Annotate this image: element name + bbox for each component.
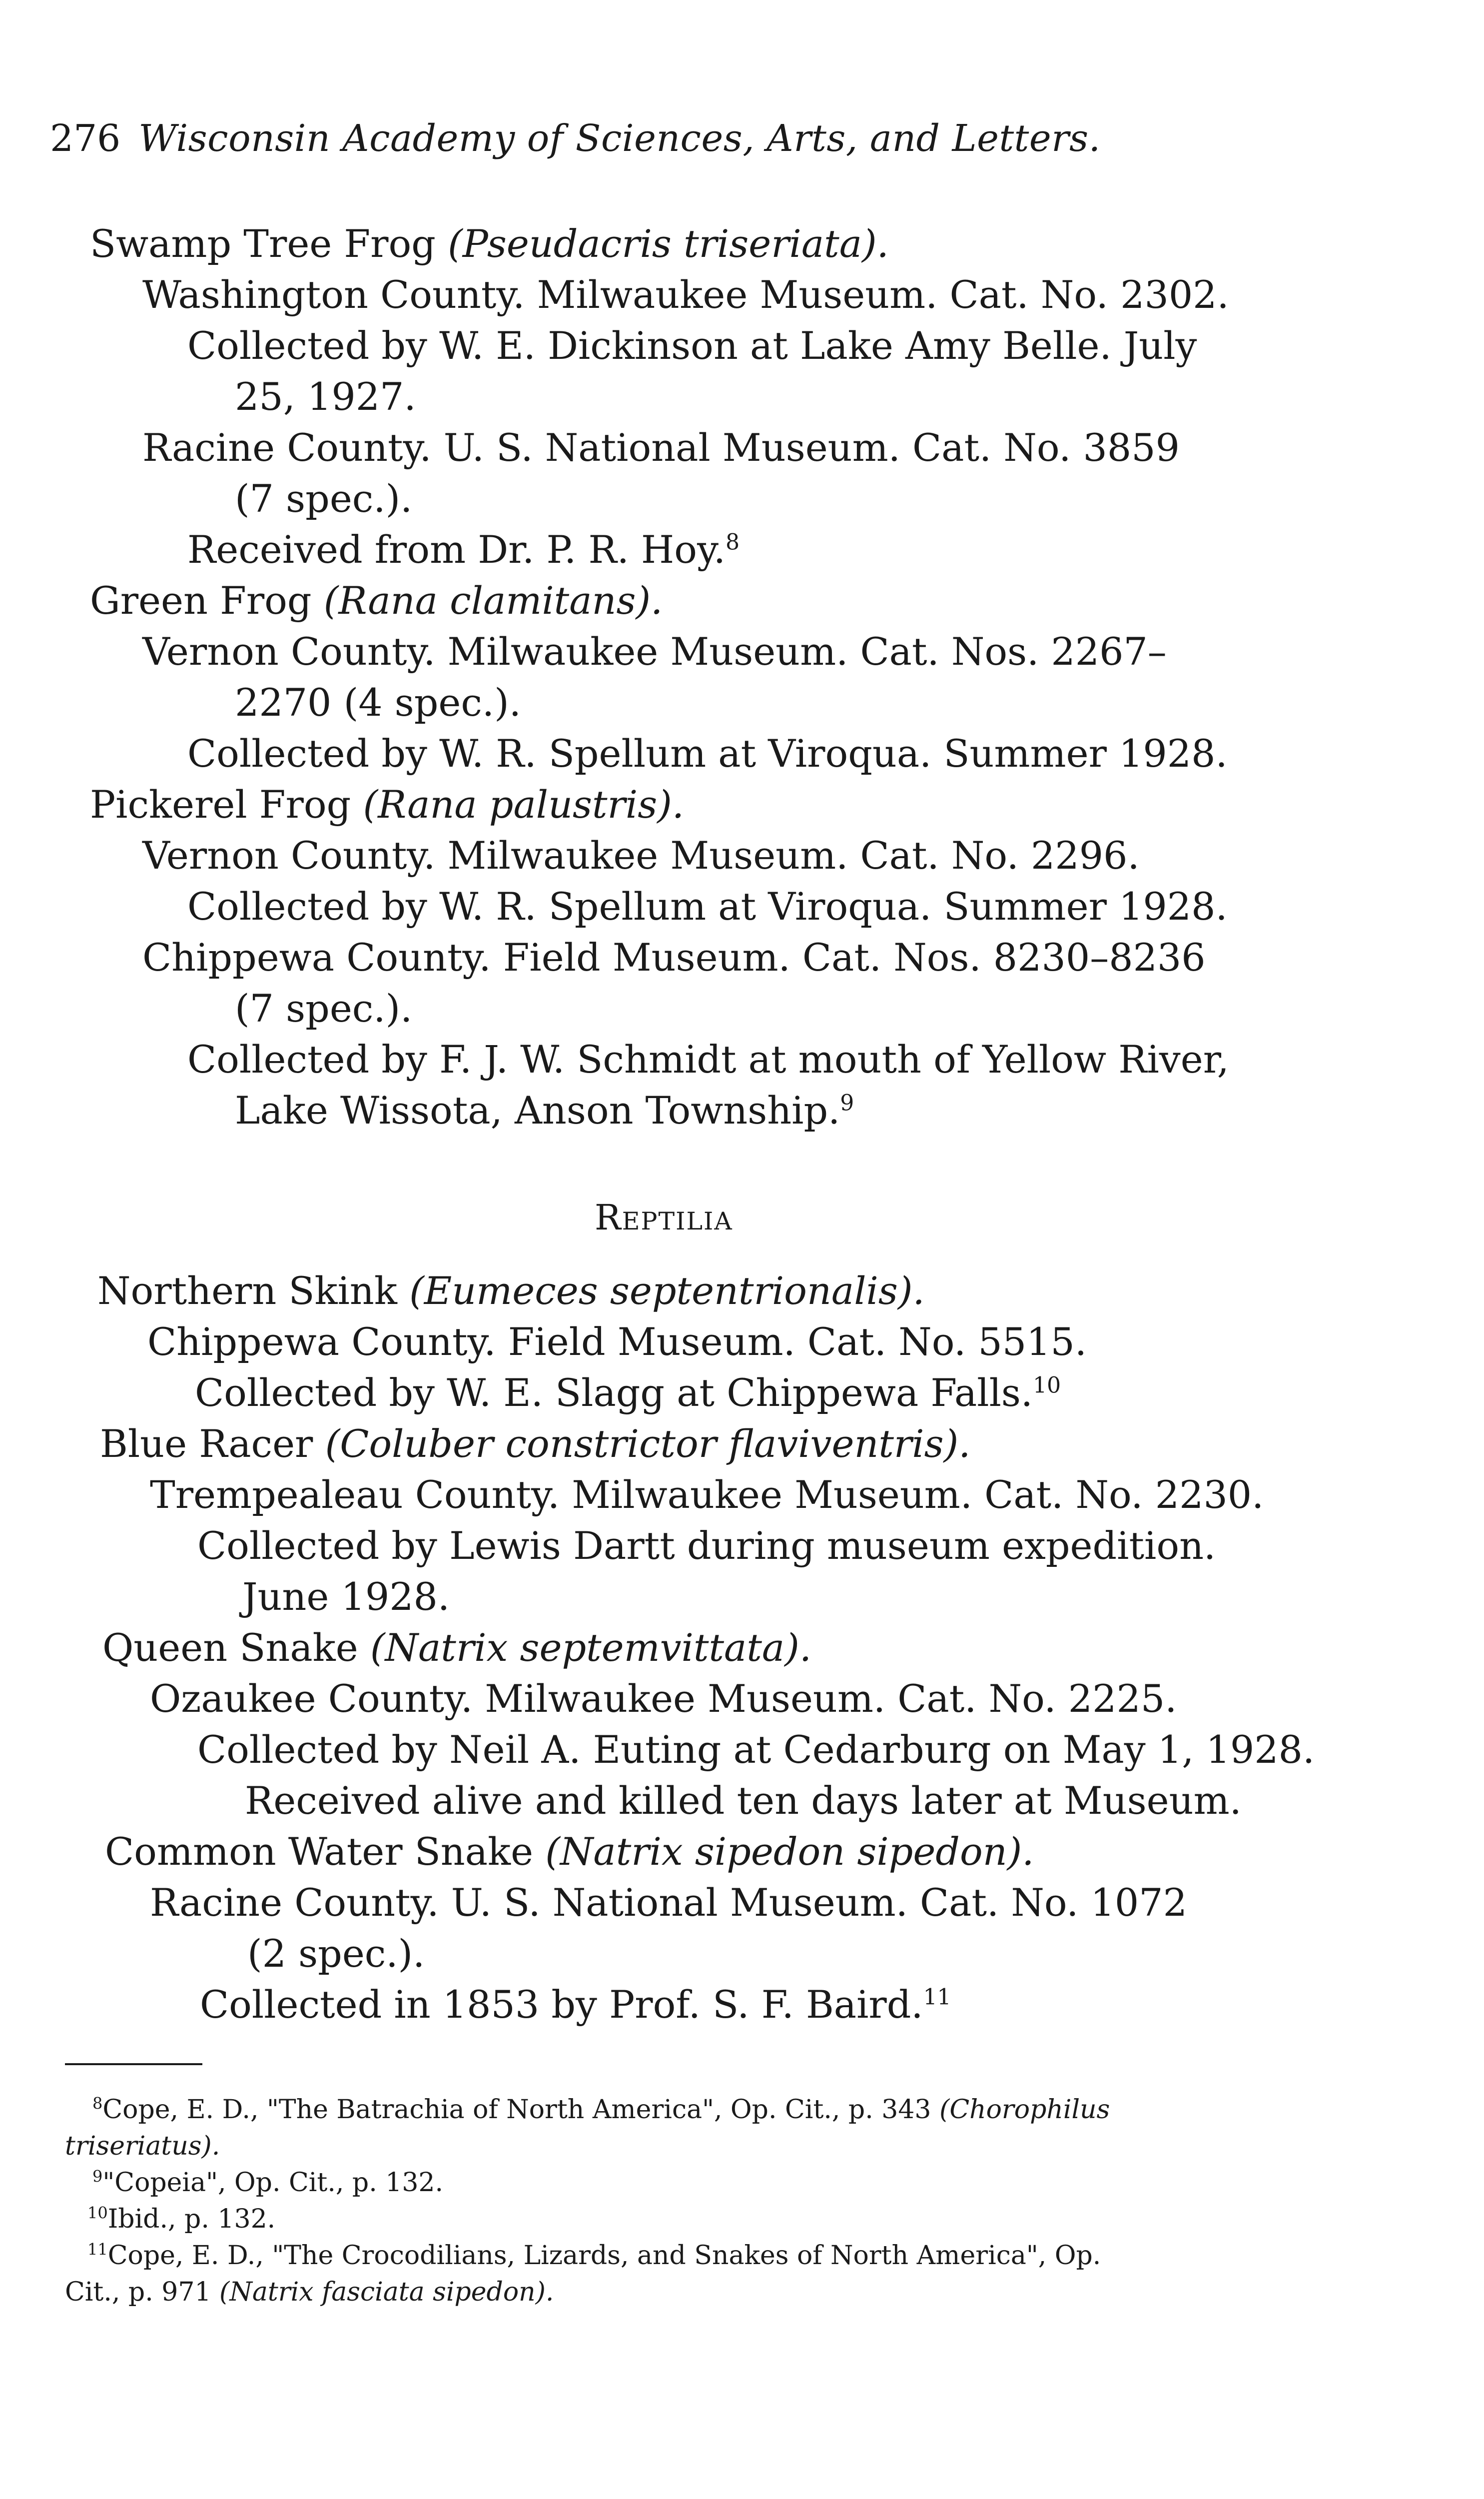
footnote-mark: 9 <box>92 2167 103 2186</box>
footnote-mark: 8 <box>92 2094 103 2113</box>
scientific-name: (Natrix septemvittata). <box>370 1625 812 1670</box>
collection-line <box>195 1370 1061 1415</box>
footnote-text: Cope, E. D., "The Batrachia of North America", Op. Cit., p. 343 <box>102 2095 931 2125</box>
common-name: Northern Skink <box>97 1268 397 1313</box>
section-heading <box>595 1197 733 1238</box>
species-heading <box>105 1829 1034 1874</box>
footnote-11 <box>87 2240 1101 2271</box>
common-name: Common Water Snake <box>105 1829 534 1874</box>
species-heading <box>100 1421 971 1466</box>
footnote-italic: (Natrix fasciata sipedon). <box>219 2277 554 2307</box>
species-heading <box>90 221 889 266</box>
scientific-name: (Eumeces septentrionalis). <box>409 1268 925 1313</box>
running-header <box>50 117 1101 160</box>
species-heading <box>90 578 663 623</box>
footnote-divider <box>65 2063 202 2065</box>
collection-line: Collected by F. J. W. Schmidt at mouth of Yellow River, <box>187 1037 1229 1082</box>
footnote-ref: 9 <box>840 1090 854 1116</box>
record-line: Chippewa County. Field Museum. Cat. No. 5515. <box>147 1319 1087 1364</box>
record-line: Ozaukee County. Milwaukee Museum. Cat. No. 2225. <box>150 1676 1177 1721</box>
footnote-8-cont <box>65 2133 220 2159</box>
scientific-name: (Rana palustris). <box>363 782 685 827</box>
footnote-italic: triseriatus). <box>65 2131 220 2161</box>
common-name: Pickerel Frog <box>90 782 351 827</box>
collection-line <box>235 1088 854 1133</box>
record-line: Vernon County. Milwaukee Museum. Cat. No. 2296. <box>142 833 1140 878</box>
scientific-name: (Pseudacris triseriata). <box>448 221 889 266</box>
collection-line <box>200 1982 951 2027</box>
record-line: Racine County. U. S. National Museum. Cat. No. 3859 <box>142 425 1180 470</box>
record-line: Racine County. U. S. National Museum. Cat. No. 1072 <box>150 1880 1187 1925</box>
footnote-ref: 8 <box>726 529 740 555</box>
footnote-ref: 10 <box>1033 1372 1061 1398</box>
footnote-8 <box>92 2094 1110 2125</box>
section-title: Reptilia <box>595 1197 733 1238</box>
footnote-11-cont <box>65 2279 554 2305</box>
scientific-name: (Natrix sipedon sipedon). <box>545 1829 1034 1874</box>
collection-line: Collected by Lewis Dartt during museum expedition. <box>197 1523 1216 1568</box>
footnote-mark: 10 <box>87 2203 108 2223</box>
collection-line: June 1928. <box>242 1574 450 1619</box>
collection-line: Collected by W. E. Dickinson at Lake Amy Belle. July <box>187 323 1197 368</box>
footnote-ref: 11 <box>923 1984 951 2010</box>
record-line: 2270 (4 spec.). <box>235 680 521 725</box>
species-heading <box>90 782 685 827</box>
footnote-italic: (Chorophilus <box>939 2095 1110 2125</box>
footnote-9 <box>92 2167 444 2198</box>
collection-line: 25, 1927. <box>235 374 416 419</box>
common-name: Queen Snake <box>102 1625 358 1670</box>
record-line: Chippewa County. Field Museum. Cat. Nos. 8230–8236 <box>142 935 1206 980</box>
common-name: Green Frog <box>90 578 312 623</box>
footnote-text: "Copeia", Op. Cit., p. 132. <box>102 2168 444 2198</box>
collection-text: Collected in 1853 by Prof. S. F. Baird. <box>200 1982 923 2027</box>
common-name: Blue Racer <box>100 1421 313 1466</box>
collection-text: Lake Wissota, Anson Township. <box>235 1088 840 1133</box>
collection-line: Collected by W. R. Spellum at Viroqua. Summer 1928. <box>187 884 1228 929</box>
scientific-name: (Coluber constrictor flaviventris). <box>325 1421 971 1466</box>
footnote-text: Ibid., p. 132. <box>107 2204 276 2234</box>
record-line: Trempealeau County. Milwaukee Museum. Cat. No. 2230. <box>150 1472 1264 1517</box>
footnote-text: Cope, E. D., "The Crocodilians, Lizards, and Snakes of North America", Op. <box>107 2241 1101 2271</box>
record-line: (2 spec.). <box>247 1931 425 1976</box>
record-line: Washington County. Milwaukee Museum. Cat. No. 2302. <box>142 272 1229 317</box>
collection-text: Received from Dr. P. R. Hoy. <box>187 527 726 572</box>
scientific-name: (Rana clamitans). <box>323 578 663 623</box>
collection-text: Collected by W. E. Slagg at Chippewa Falls. <box>195 1370 1033 1415</box>
common-name: Swamp Tree Frog <box>90 221 436 266</box>
record-line: (7 spec.). <box>235 986 413 1031</box>
record-line: Vernon County. Milwaukee Museum. Cat. Nos. 2267– <box>142 629 1167 674</box>
species-heading <box>97 1268 925 1313</box>
species-heading <box>102 1625 812 1670</box>
page-number: 276 <box>50 117 121 160</box>
collection-line <box>187 527 740 572</box>
collection-line: Collected by Neil A. Euting at Cedarburg on May 1, 1928. <box>197 1727 1315 1772</box>
collection-line: Collected by W. R. Spellum at Viroqua. Summer 1928. <box>187 731 1228 776</box>
footnote-mark: 11 <box>87 2240 108 2259</box>
record-line: (7 spec.). <box>235 476 413 521</box>
collection-line: Received alive and killed ten days later at Museum. <box>245 1778 1242 1823</box>
journal-title: Wisconsin Academy of Sciences, Arts, and Letters. <box>138 117 1101 160</box>
footnote-10 <box>87 2203 276 2234</box>
footnote-text: Cit., p. 971 <box>65 2277 211 2307</box>
